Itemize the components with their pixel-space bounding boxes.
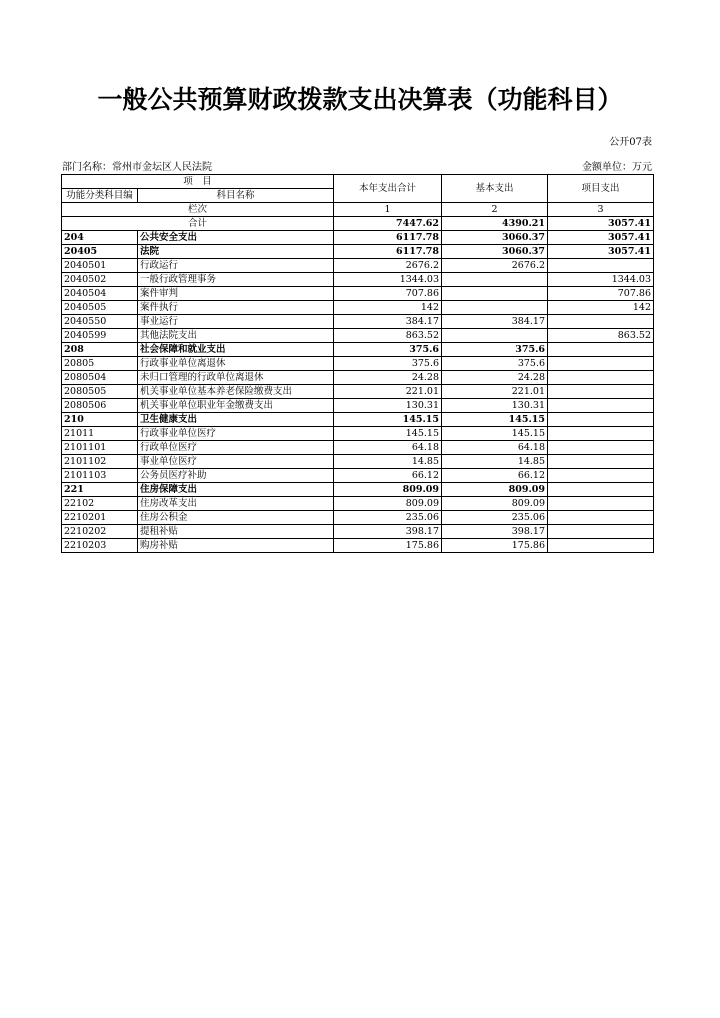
row-name: 案件执行 <box>138 301 334 315</box>
row-total: 145.15 <box>334 413 442 427</box>
table-row <box>62 455 654 469</box>
table-row <box>62 441 654 455</box>
header-name: 科目名称 <box>138 189 334 203</box>
row-code: 2040599 <box>62 329 138 343</box>
row-project <box>548 413 654 427</box>
table-row <box>62 273 654 287</box>
row-name: 行政事业单位离退休 <box>138 357 334 371</box>
table-row <box>62 301 654 315</box>
row-project <box>548 511 654 525</box>
row-total: 221.01 <box>334 385 442 399</box>
row-basic: 3060.37 <box>442 231 548 245</box>
row-project <box>548 497 654 511</box>
row-project <box>548 259 654 273</box>
row-code: 2040550 <box>62 315 138 329</box>
table-row <box>62 329 654 343</box>
row-project: 1344.03 <box>548 273 654 287</box>
row-total: 809.09 <box>334 483 442 497</box>
table-row <box>62 413 654 427</box>
row-project <box>548 357 654 371</box>
row-project <box>548 525 654 539</box>
table-row <box>62 525 654 539</box>
table-row <box>62 287 654 301</box>
row-basic: 398.17 <box>442 525 548 539</box>
row-name: 住房公积金 <box>138 511 334 525</box>
row-code: 2040502 <box>62 273 138 287</box>
row-basic <box>442 301 548 315</box>
total-label: 合计 <box>62 217 334 231</box>
table-row <box>62 343 654 357</box>
row-code: 210 <box>62 413 138 427</box>
department-label: 部门名称：常州市金坛区人民法院 <box>62 162 212 173</box>
row-basic: 24.28 <box>442 371 548 385</box>
row-project <box>548 483 654 497</box>
row-name: 事业运行 <box>138 315 334 329</box>
row-basic <box>442 287 548 301</box>
total-project: 3057.41 <box>548 217 654 231</box>
row-code: 208 <box>62 343 138 357</box>
row-basic: 66.12 <box>442 469 548 483</box>
row-name: 卫生健康支出 <box>138 413 334 427</box>
col-index-2: 2 <box>442 203 548 217</box>
row-basic: 145.15 <box>442 427 548 441</box>
table-row <box>62 259 654 273</box>
table-row <box>62 385 654 399</box>
row-code: 2101101 <box>62 441 138 455</box>
row-total: 375.6 <box>334 343 442 357</box>
row-project <box>548 427 654 441</box>
row-code: 2080504 <box>62 371 138 385</box>
row-name: 未归口管理的行政单位离退休 <box>138 371 334 385</box>
row-code: 2101102 <box>62 455 138 469</box>
row-project <box>548 385 654 399</box>
table-row <box>62 245 654 259</box>
row-total: 398.17 <box>334 525 442 539</box>
row-total: 145.15 <box>334 427 442 441</box>
col-index-1: 1 <box>334 203 442 217</box>
column-index-row <box>62 203 654 217</box>
row-basic: 235.06 <box>442 511 548 525</box>
row-name: 机关事业单位基本养老保险缴费支出 <box>138 385 334 399</box>
row-total: 2676.2 <box>334 259 442 273</box>
row-name: 购房补贴 <box>138 539 334 553</box>
row-basic: 375.6 <box>442 357 548 371</box>
row-project <box>548 539 654 553</box>
row-code: 2101103 <box>62 469 138 483</box>
row-code: 2210201 <box>62 511 138 525</box>
row-total: 130.31 <box>334 399 442 413</box>
row-basic: 175.86 <box>442 539 548 553</box>
row-name: 其他法院支出 <box>138 329 334 343</box>
total-sum: 7447.62 <box>334 217 442 231</box>
table-row <box>62 539 654 553</box>
table-row <box>62 371 654 385</box>
row-project <box>548 441 654 455</box>
row-total: 66.12 <box>334 469 442 483</box>
row-basic <box>442 329 548 343</box>
row-project <box>548 455 654 469</box>
row-name: 行政运行 <box>138 259 334 273</box>
row-project: 3057.41 <box>548 231 654 245</box>
row-basic: 130.31 <box>442 399 548 413</box>
row-code: 2080505 <box>62 385 138 399</box>
row-name: 案件审判 <box>138 287 334 301</box>
row-project <box>548 343 654 357</box>
row-code: 20405 <box>62 245 138 259</box>
row-basic: 375.6 <box>442 343 548 357</box>
row-basic: 14.85 <box>442 455 548 469</box>
table-row <box>62 231 654 245</box>
row-total: 863.52 <box>334 329 442 343</box>
row-project: 142 <box>548 301 654 315</box>
row-total: 175.86 <box>334 539 442 553</box>
row-project: 707.86 <box>548 287 654 301</box>
row-name: 住房保障支出 <box>138 483 334 497</box>
total-basic: 4390.21 <box>442 217 548 231</box>
row-name: 法院 <box>138 245 334 259</box>
row-code: 2210202 <box>62 525 138 539</box>
row-total: 809.09 <box>334 497 442 511</box>
row-basic: 809.09 <box>442 483 548 497</box>
row-name: 事业单位医疗 <box>138 455 334 469</box>
table-row <box>62 427 654 441</box>
row-total: 24.28 <box>334 371 442 385</box>
row-code: 21011 <box>62 427 138 441</box>
row-code: 2080506 <box>62 399 138 413</box>
header-code: 功能分类科目编 <box>62 189 138 203</box>
row-code: 22102 <box>62 497 138 511</box>
row-total: 6117.78 <box>334 231 442 245</box>
form-number: 公开07表 <box>609 137 652 148</box>
table-row <box>62 511 654 525</box>
col-index-3: 3 <box>548 203 654 217</box>
row-name: 一般行政管理事务 <box>138 273 334 287</box>
header-project: 项目支出 <box>548 175 654 203</box>
table-row <box>62 483 654 497</box>
row-total: 64.18 <box>334 441 442 455</box>
row-basic: 2676.2 <box>442 259 548 273</box>
row-total: 142 <box>334 301 442 315</box>
header-row-1 <box>62 175 654 189</box>
row-code: 204 <box>62 231 138 245</box>
row-code: 2040504 <box>62 287 138 301</box>
row-basic <box>442 273 548 287</box>
row-name: 机关事业单位职业年金缴费支出 <box>138 399 334 413</box>
row-total: 384.17 <box>334 315 442 329</box>
row-code: 2210203 <box>62 539 138 553</box>
amount-unit-label: 金额单位：万元 <box>582 162 652 173</box>
row-basic: 3060.37 <box>442 245 548 259</box>
row-basic: 809.09 <box>442 497 548 511</box>
row-project <box>548 399 654 413</box>
row-name: 提租补贴 <box>138 525 334 539</box>
row-basic: 64.18 <box>442 441 548 455</box>
row-basic: 221.01 <box>442 385 548 399</box>
report-title: 一般公共预算财政拨款支出决算表（功能科目） <box>97 85 623 114</box>
table-row <box>62 399 654 413</box>
table-row <box>62 315 654 329</box>
row-total: 6117.78 <box>334 245 442 259</box>
row-total: 14.85 <box>334 455 442 469</box>
row-total: 375.6 <box>334 357 442 371</box>
table-row <box>62 497 654 511</box>
row-code: 20805 <box>62 357 138 371</box>
row-name: 公务员医疗补助 <box>138 469 334 483</box>
row-project: 3057.41 <box>548 245 654 259</box>
row-project <box>548 469 654 483</box>
row-total: 707.86 <box>334 287 442 301</box>
header-item: 项 目 <box>62 175 334 189</box>
row-basic: 145.15 <box>442 413 548 427</box>
row-total: 1344.03 <box>334 273 442 287</box>
table-row <box>62 469 654 483</box>
row-code: 2040501 <box>62 259 138 273</box>
row-project <box>548 315 654 329</box>
expenditure-table <box>61 174 654 553</box>
table-row <box>62 357 654 371</box>
row-name: 行政单位医疗 <box>138 441 334 455</box>
row-name: 社会保障和就业支出 <box>138 343 334 357</box>
lanci-label: 栏次 <box>62 203 334 217</box>
row-name: 行政事业单位医疗 <box>138 427 334 441</box>
header-basic: 基本支出 <box>442 175 548 203</box>
row-name: 住房改革支出 <box>138 497 334 511</box>
row-code: 2040505 <box>62 301 138 315</box>
row-code: 221 <box>62 483 138 497</box>
header-total: 本年支出合计 <box>334 175 442 203</box>
row-total: 235.06 <box>334 511 442 525</box>
row-project: 863.52 <box>548 329 654 343</box>
row-name: 公共安全支出 <box>138 231 334 245</box>
total-row <box>62 217 654 231</box>
row-basic: 384.17 <box>442 315 548 329</box>
row-project <box>548 371 654 385</box>
